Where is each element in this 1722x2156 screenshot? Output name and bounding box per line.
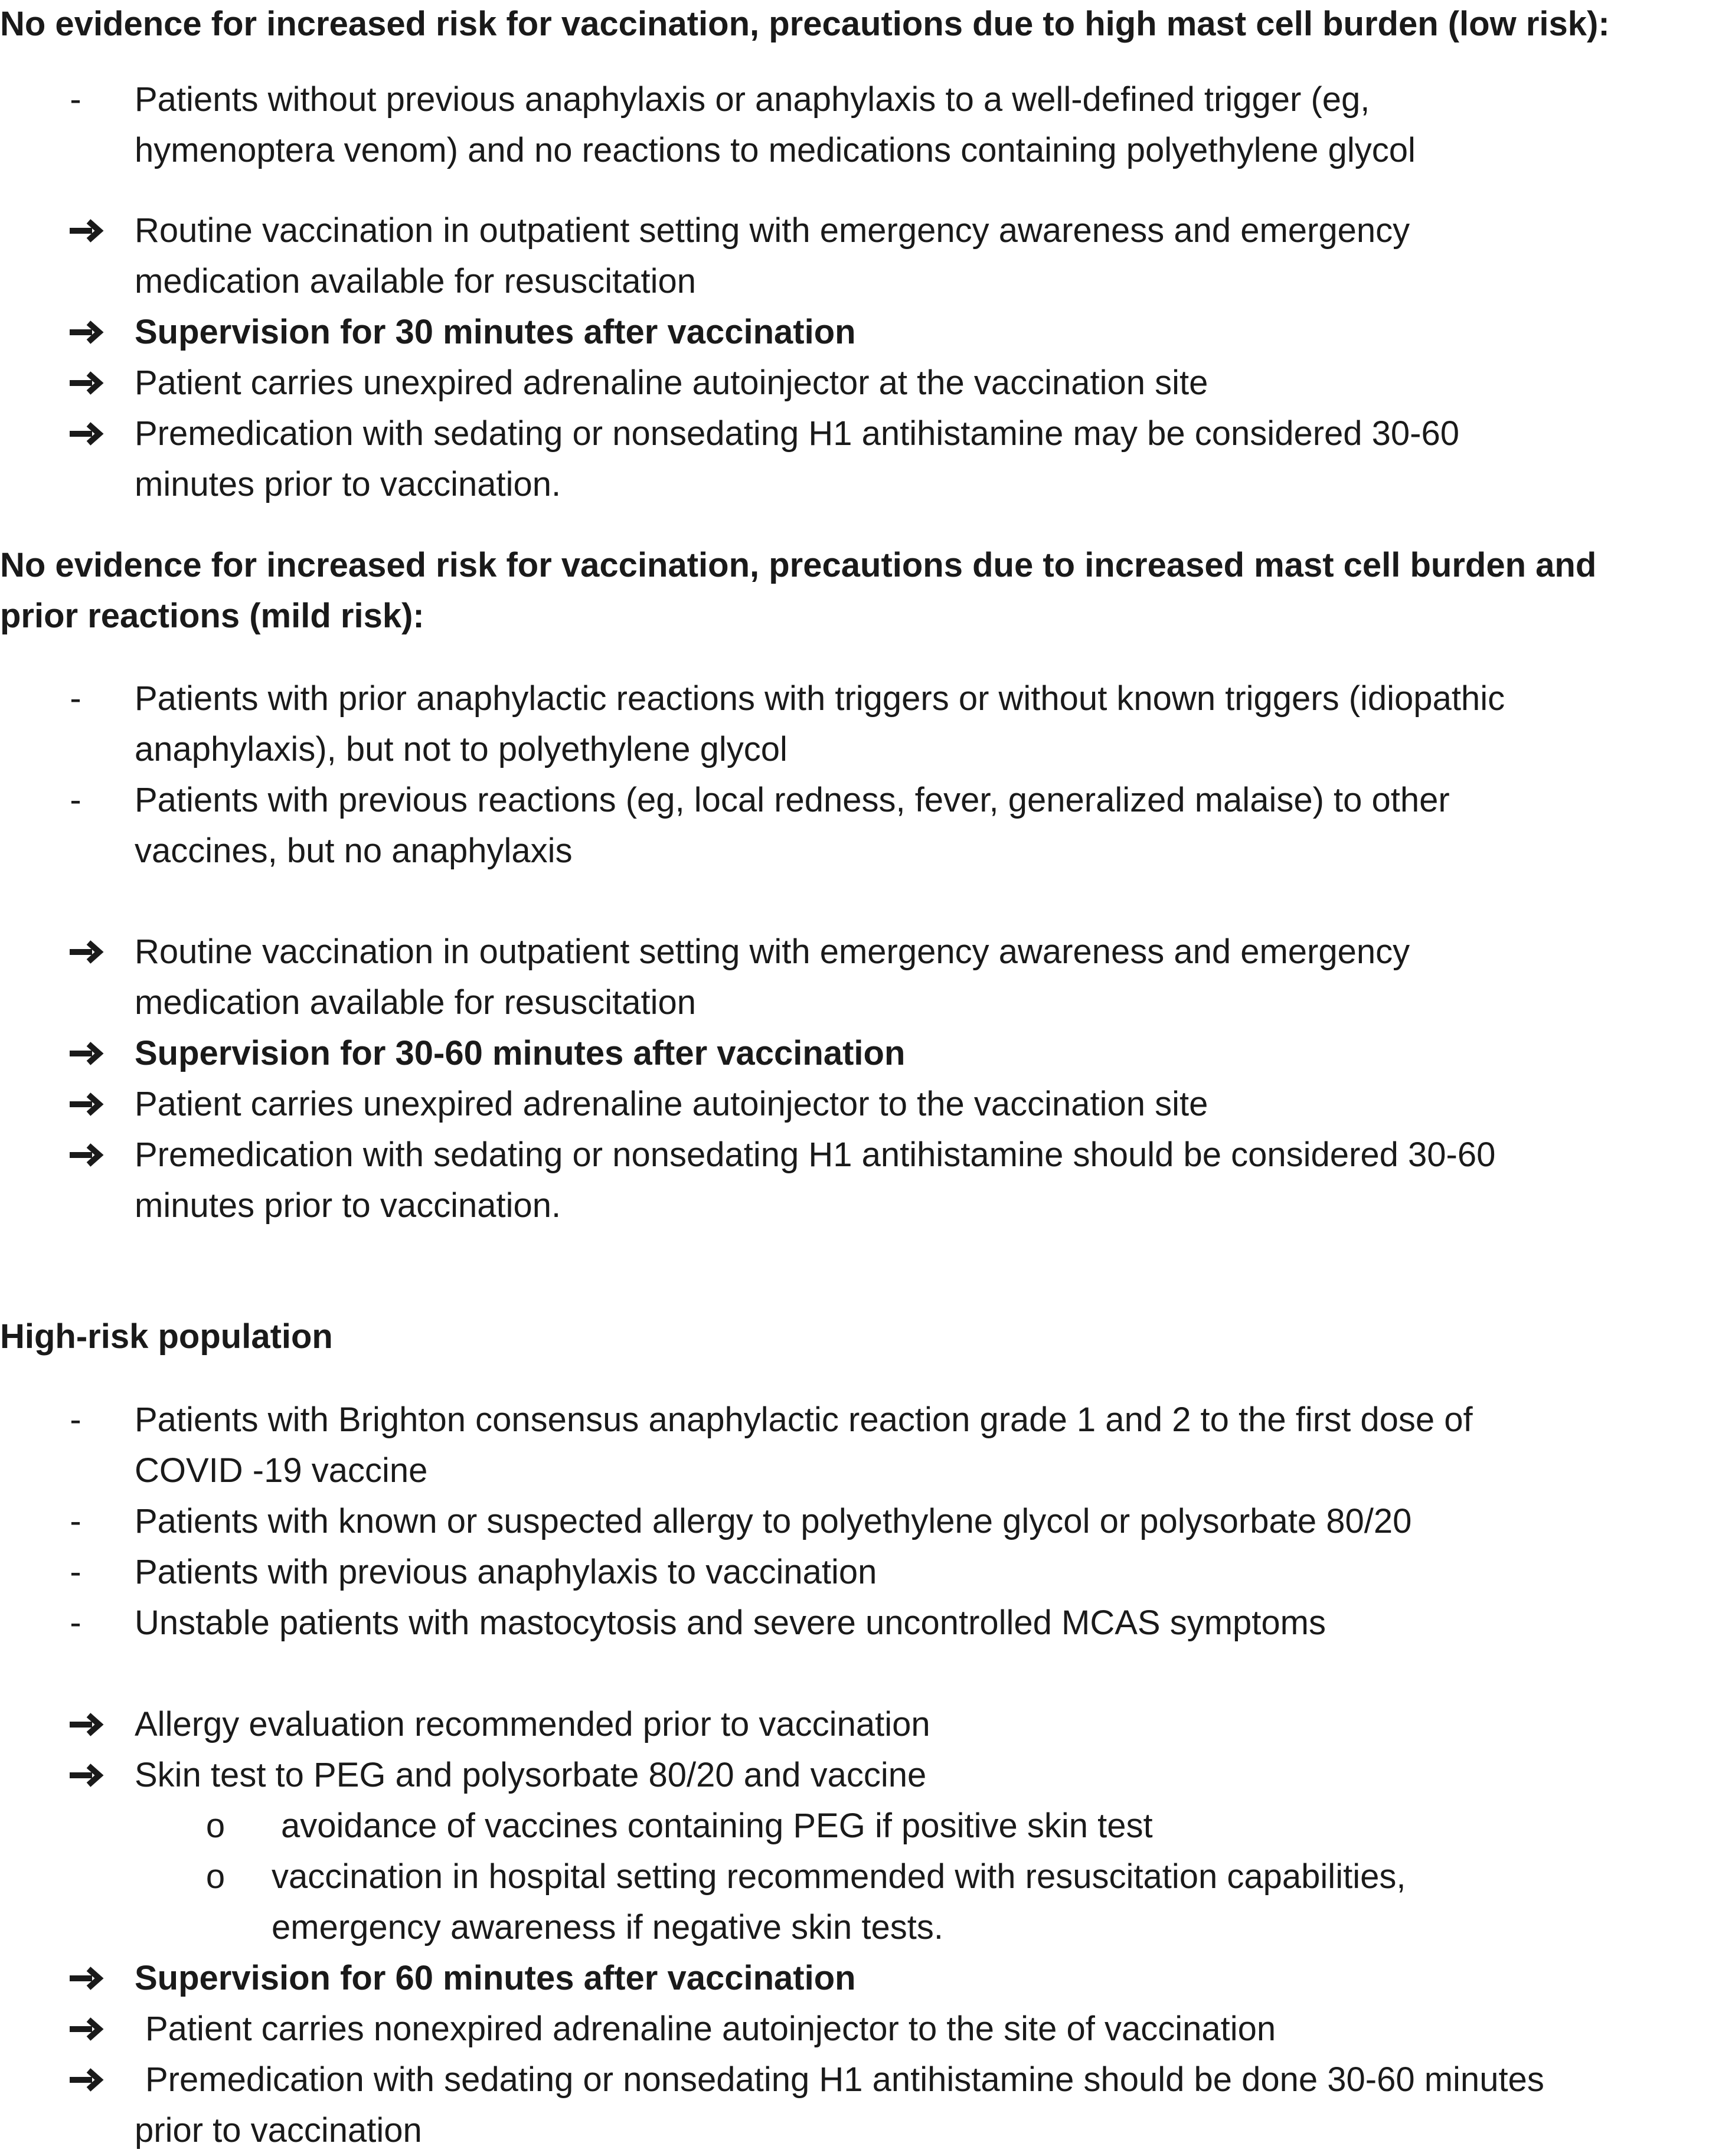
recommendation-text: Routine vaccination in outpatient setting with emergency awareness and emergency <box>135 933 1410 971</box>
recommendation-text: medication available for resuscitation <box>135 983 697 1022</box>
list-item-text: vaccines, but no anaphylaxis <box>135 832 573 870</box>
recommendation-text: medication available for resuscitation <box>135 262 697 300</box>
arrow-right-icon <box>66 1036 113 1071</box>
arrow-right-icon <box>66 416 113 452</box>
arrow-right-icon <box>66 2062 113 2098</box>
list-item-text: Unstable patients with mastocytosis and severe uncontrolled MCAS symptoms <box>135 1604 1326 1642</box>
recommendation-text: Supervision for 30-60 minutes after vaccination <box>135 1034 906 1072</box>
recommendation-text: minutes prior to vaccination. <box>135 1186 561 1225</box>
dash-bullet: - <box>70 1553 81 1591</box>
list-item-text: Patients with previous anaphylaxis to vaccination <box>135 1553 877 1591</box>
recommendation-text: minutes prior to vaccination. <box>135 465 561 503</box>
list-item-text: Patients without previous anaphylaxis or anaphylaxis to a well-defined trigger (eg, <box>135 80 1370 119</box>
recommendation-text: Premedication with sedating or nonsedating H1 antihistamine may be considered 30-60 <box>135 414 1459 453</box>
arrow-right-icon <box>66 1758 113 1793</box>
recommendation-text: prior to vaccination <box>135 2111 422 2150</box>
arrow-right-icon <box>66 1087 113 1122</box>
arrow-right-icon <box>66 1137 113 1173</box>
recommendation-text: Supervision for 30 minutes after vaccination <box>135 313 856 351</box>
dash-bullet: - <box>70 679 81 718</box>
recommendation-text: Skin test to PEG and polysorbate 80/20 and vaccine <box>135 1756 927 1794</box>
arrow-right-icon <box>66 315 113 350</box>
sub-list-item-text: vaccination in hospital setting recommended with resuscitation capabilities, <box>272 1857 1406 1896</box>
recommendation-text: Supervision for 60 minutes after vaccination <box>135 1959 856 1997</box>
section-heading-mild-risk: No evidence for increased risk for vaccination, precautions due to increased mast cell burden and <box>0 546 1597 584</box>
arrow-right-icon <box>66 934 113 970</box>
dash-bullet: - <box>70 80 81 119</box>
recommendation-text: Patient carries unexpired adrenaline autoinjector at the vaccination site <box>135 364 1208 402</box>
list-item-text: Patients with Brighton consensus anaphylactic reaction grade 1 and 2 to the first dose of <box>135 1401 1473 1439</box>
arrow-right-icon <box>66 1707 113 1742</box>
list-item-text: Patients with previous reactions (eg, local redness, fever, generalized malaise) to other <box>135 781 1450 819</box>
list-item-text: anaphylaxis), but not to polyethylene glycol <box>135 730 788 768</box>
section-heading-low-risk: No evidence for increased risk for vaccination, precautions due to high mast cell burden (low risk): <box>0 5 1610 43</box>
arrow-right-icon <box>66 1961 113 1996</box>
recommendation-text: Patient carries nonexpired adrenaline autoinjector to the site of vaccination <box>145 2010 1276 2048</box>
arrow-right-icon <box>66 213 113 248</box>
dash-bullet: - <box>70 1604 81 1642</box>
section-heading-mild-risk: prior reactions (mild risk): <box>0 597 424 635</box>
dash-bullet: - <box>70 1401 81 1439</box>
arrow-right-icon <box>66 365 113 401</box>
recommendation-text: Allergy evaluation recommended prior to vaccination <box>135 1705 930 1743</box>
list-item-text: hymenoptera venom) and no reactions to medications containing polyethylene glycol <box>135 131 1416 169</box>
sub-list-item-text: emergency awareness if negative skin tests. <box>272 1908 943 1946</box>
arrow-right-icon <box>66 2011 113 2047</box>
recommendation-text: Premedication with sedating or nonsedating H1 antihistamine should be considered 30-60 <box>135 1136 1496 1174</box>
section-heading-high-risk: High-risk population <box>0 1317 333 1356</box>
recommendation-text: Premedication with sedating or nonsedating H1 antihistamine should be done 30-60 minutes <box>145 2060 1544 2099</box>
list-item-text: COVID -19 vaccine <box>135 1451 428 1490</box>
circle-bullet: o <box>205 1857 226 1896</box>
list-item-text: Patients with prior anaphylactic reactions with triggers or without known triggers (idiopathic <box>135 679 1505 718</box>
dash-bullet: - <box>70 781 81 819</box>
list-item-text: Patients with known or suspected allergy to polyethylene glycol or polysorbate 80/20 <box>135 1502 1412 1540</box>
circle-bullet: o <box>205 1807 226 1845</box>
sub-list-item-text: avoidance of vaccines containing PEG if positive skin test <box>281 1807 1153 1845</box>
recommendation-text: Patient carries unexpired adrenaline autoinjector to the vaccination site <box>135 1085 1208 1123</box>
recommendation-text: Routine vaccination in outpatient setting with emergency awareness and emergency <box>135 211 1410 250</box>
dash-bullet: - <box>70 1502 81 1540</box>
